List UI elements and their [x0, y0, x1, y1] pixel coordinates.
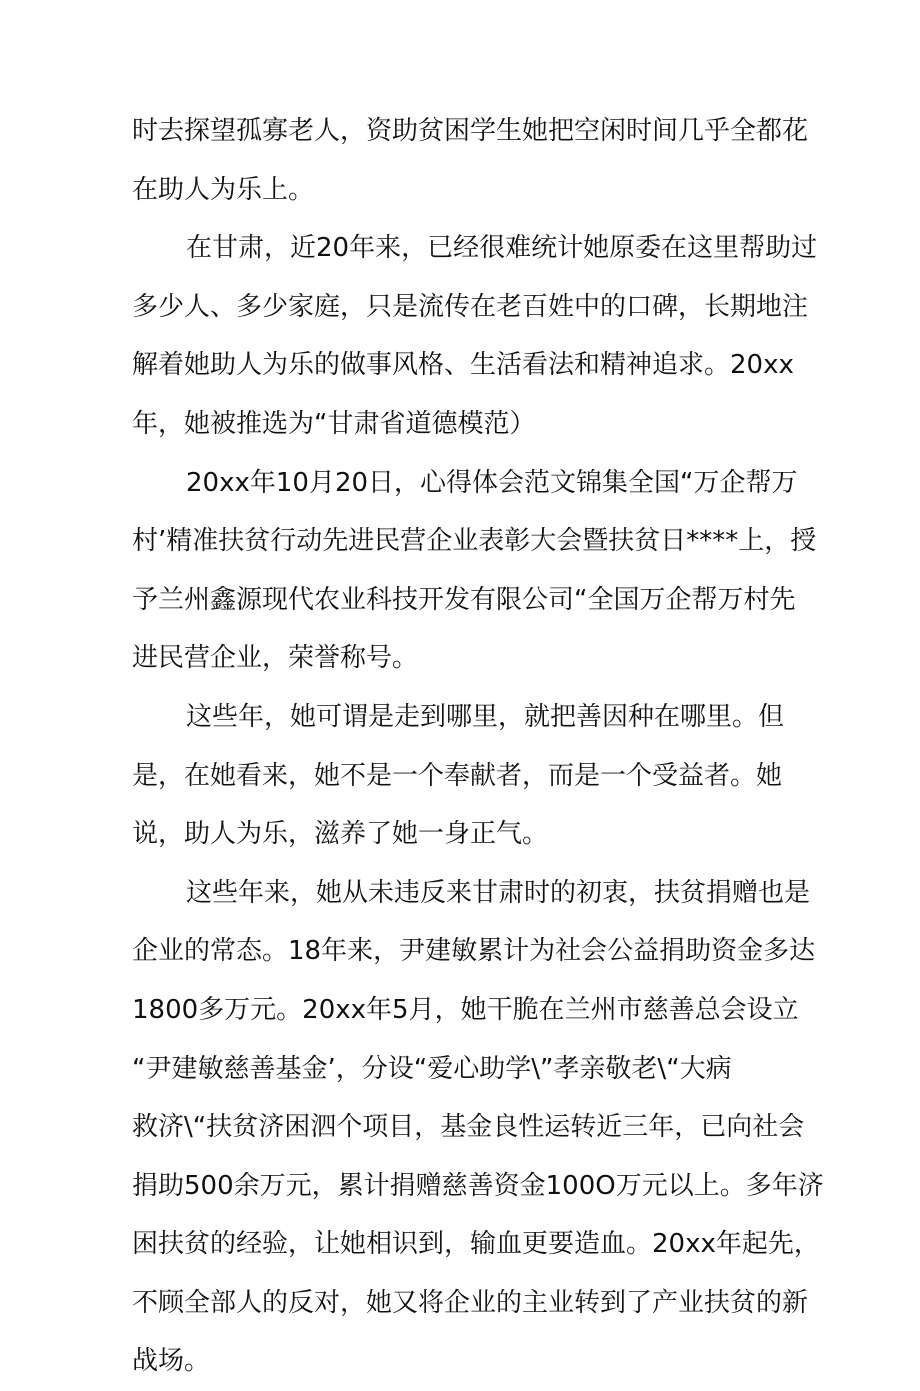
text-line: 困扶贫的经验，让她相识到，输血更要造血。20xx年起先，	[132, 1229, 820, 1260]
text-line: 在助人为乐上。	[132, 174, 315, 205]
text-line: 说，助人为乐，滋养了她一身正气。	[132, 819, 549, 850]
paragraph-start-line: 这些年，她可谓是走到哪里，就把善因种在哪里。但	[186, 701, 785, 732]
paragraph-start-line: 这些年来，她从未违反来甘肃时的初衷，扶贫捐赠也是	[186, 877, 811, 908]
text-line: 1800多万元。20xx年5月，她干脆在兰州市慈善总会设立	[132, 994, 799, 1025]
text-line: 进民营企业，荣誉称号。	[132, 643, 419, 674]
paragraph-start-line: 20xx年10月20日，心得体会范文锦集全国“万企帮万	[186, 467, 798, 498]
paragraph-start-line: 在甘肃，近20年来，已经很难统计她原委在这里帮助过	[186, 233, 818, 264]
text-line: 解着她助人为乐的做事风格、生活看法和精神追求。20xx	[132, 350, 794, 381]
text-line: 时去探望孤寡老人，资助贫困学生她把空闲时间几乎全都花	[132, 116, 809, 146]
body-text	[132, 102, 824, 1391]
text-line: 多少人、多少家庭，只是流传在老百姓中的口碑，长期地注	[132, 291, 809, 322]
text-line: 救济\“扶贫济困泗个项目，基金良性运转近三年，已向社会	[132, 1112, 805, 1143]
text-line: 年，她被推选为“甘肃省道德模范）	[132, 408, 536, 439]
text-line: 村’精准扶贫行动先进民营企业表彰大会暨扶贫日****上，授	[132, 526, 817, 557]
text-line: 是，在她看来，她不是一个奉献者，而是一个受益者。她	[132, 760, 783, 791]
text-line: 战场。	[132, 1346, 211, 1377]
text-line: 企业的常态。18年来，尹建敏累计为社会公益捐助资金多达	[132, 936, 816, 967]
text-line: 捐助500余万元，累计捐赠慈善资金100O万元以上。多年济	[132, 1170, 824, 1201]
text-line: 予兰州鑫源现代农业科技开发有限公司“全国万企帮万村先	[132, 584, 796, 615]
text-line: 不顾全部人的反对，她又将企业的主业转到了产业扶贫的新	[132, 1287, 809, 1318]
text-line: “尹建敏慈善基金’，分设“爱心助学\”孝亲敬老\“大病	[132, 1053, 732, 1084]
